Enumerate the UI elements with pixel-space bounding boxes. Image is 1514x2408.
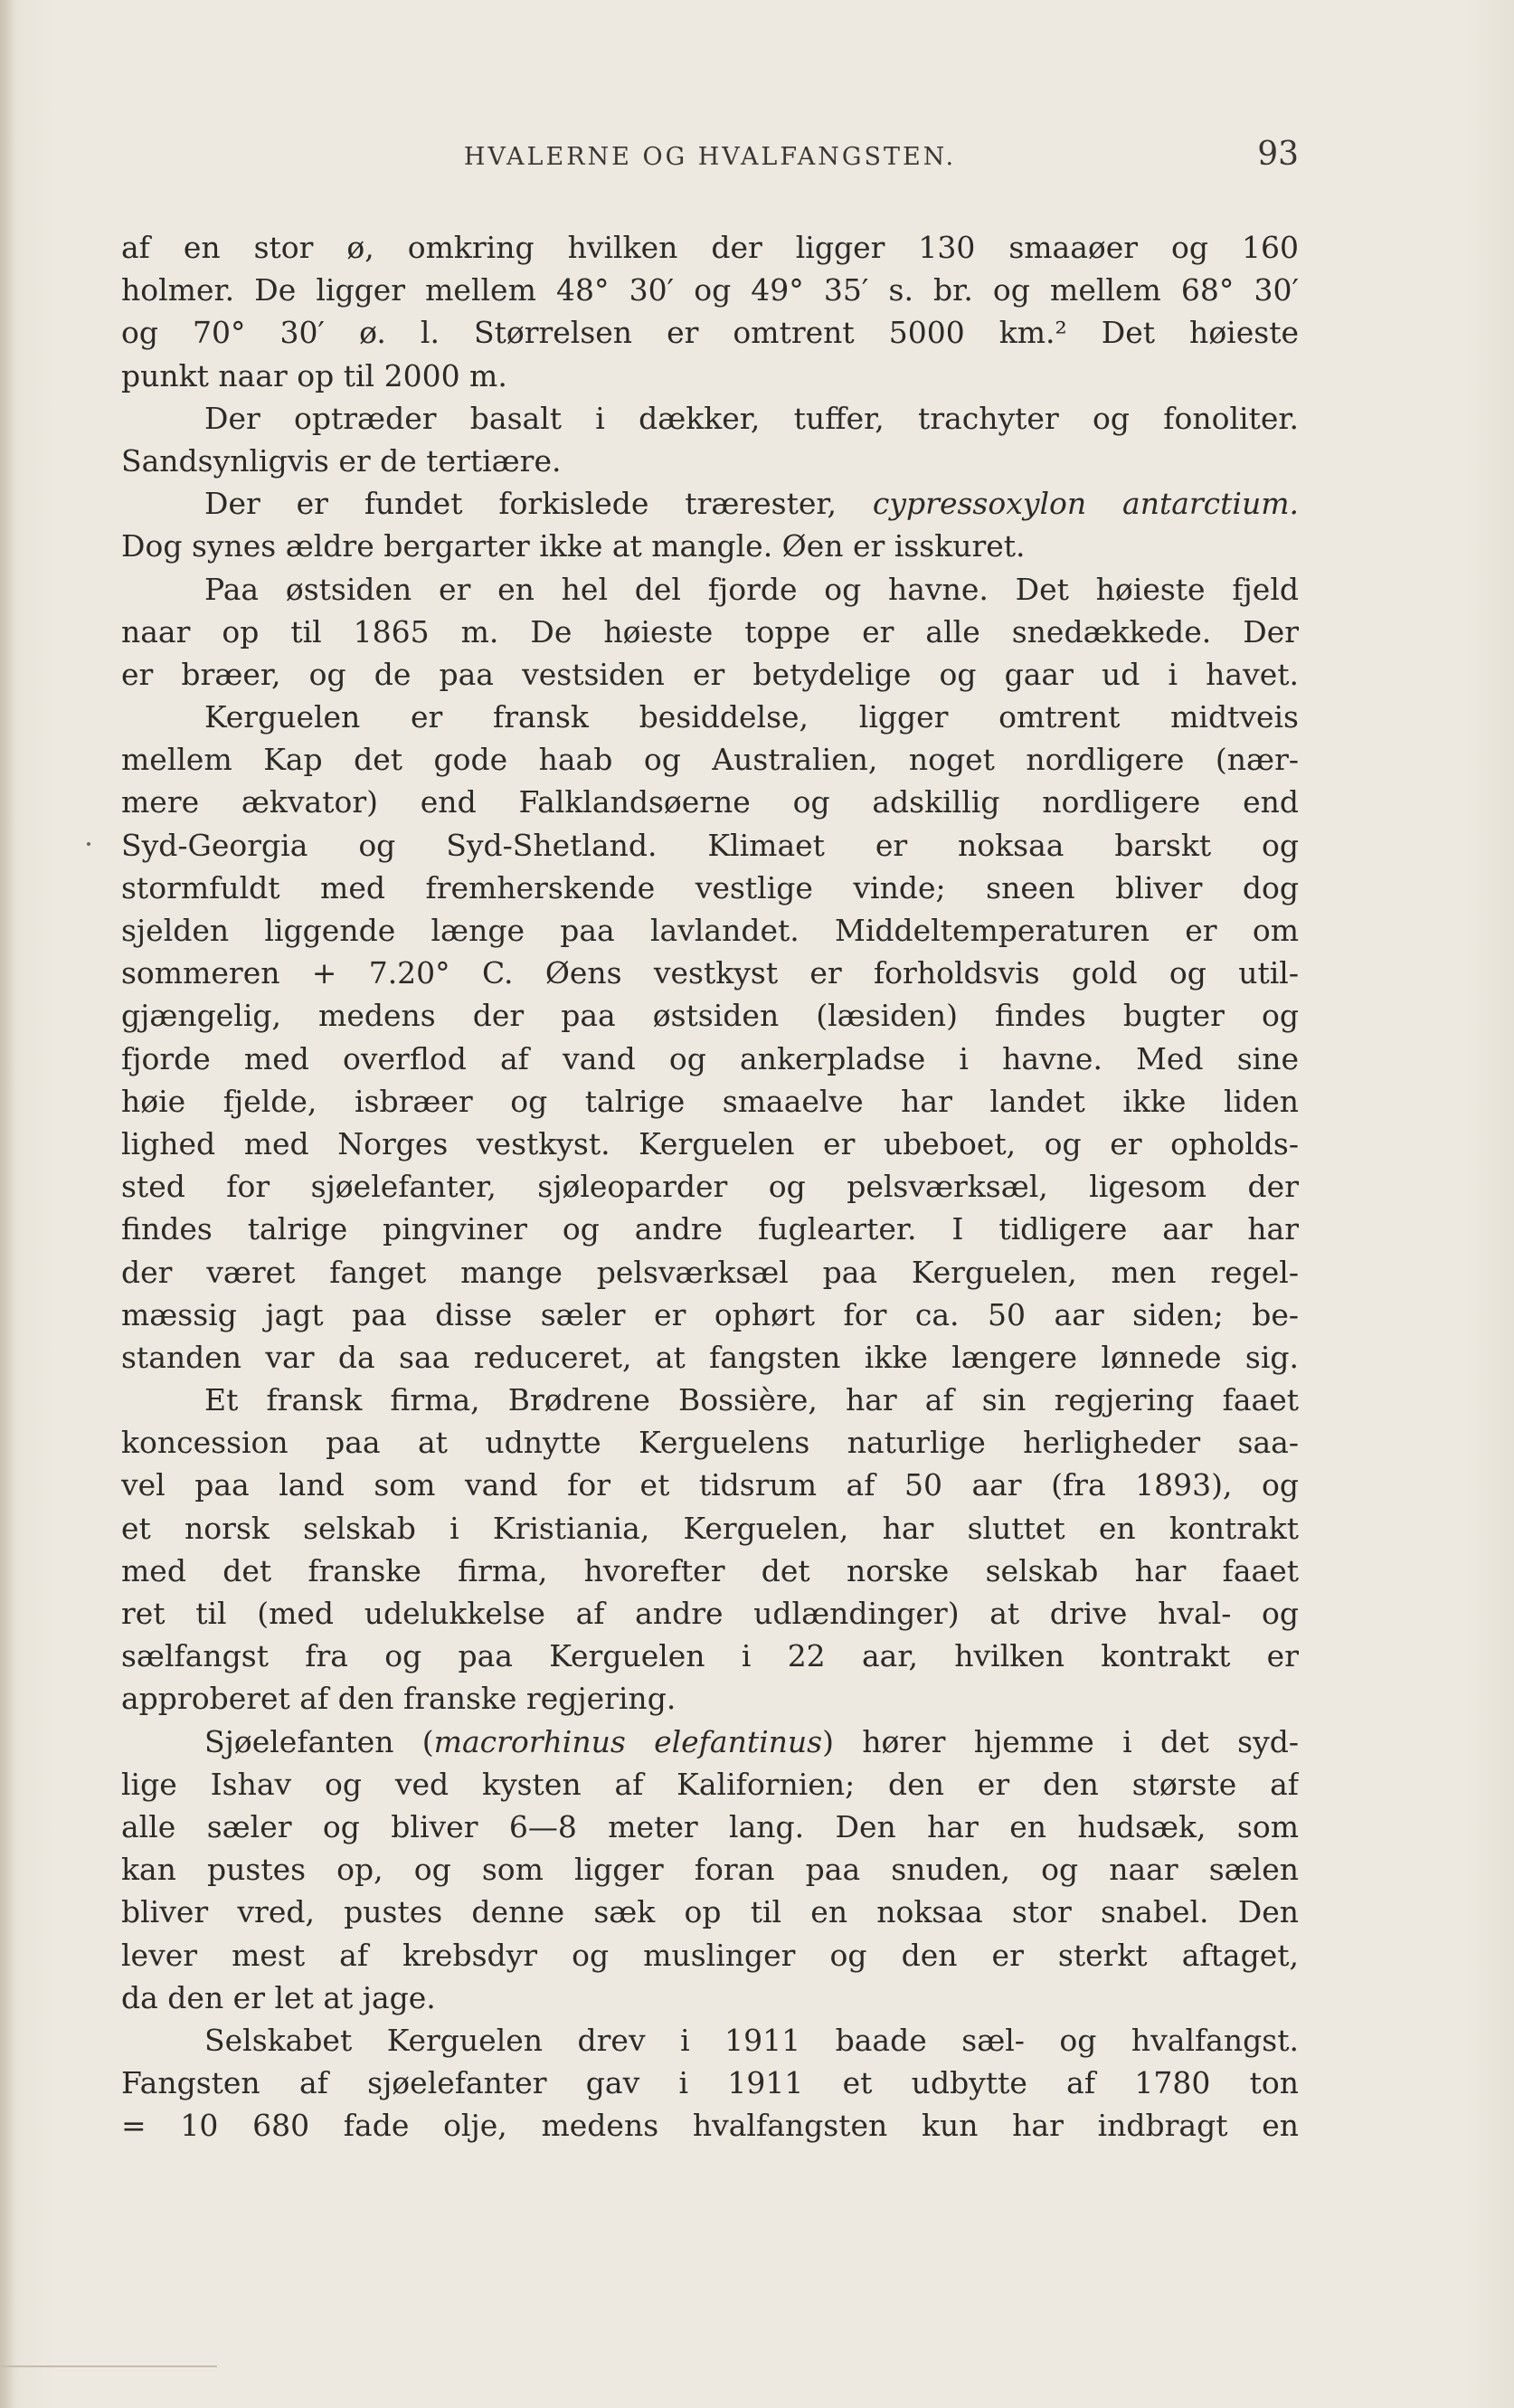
text-line: ret til (med udelukkelse af andre udlændinger) at drive hval- og xyxy=(121,1596,1299,1631)
text-line: holmer. De ligger mellem 48° 30′ og 49° 35′ s. br. og mellem 68° 30′ xyxy=(121,272,1299,308)
text-line: fjorde med overflod af vand og ankerpladse i havne. Med sine xyxy=(121,1040,1299,1076)
text-line: approberet af den franske regjering. xyxy=(121,1681,677,1717)
text-line: der været fanget mange pelsværksæl paa Kerguelen, men regel- xyxy=(121,1254,1299,1290)
text-run: Der er fundet forkislede trærester, xyxy=(204,486,873,522)
text-line: Paa østsiden er en hel del fjorde og havne. Det høieste fjeld xyxy=(204,571,1299,607)
text-line: mere ækvator) end Falklandsøerne og adskillig nordligere end xyxy=(121,784,1299,820)
italic-species-name: cypressoxylon antarctium. xyxy=(872,486,1299,522)
text-line: lighed med Norges vestkyst. Kerguelen er ubeboet, og er opholds- xyxy=(121,1125,1299,1161)
page-number: 93 xyxy=(1257,136,1299,173)
text-line: Et fransk firma, Brødrene Bossière, har af sin regjering faaet xyxy=(204,1382,1299,1418)
text-line: Der optræder basalt i dækker, tuffer, trachyter og fonoliter. xyxy=(204,400,1299,436)
text-line: høie fjelde, isbræer og talrige smaaelve har landet ikke liden xyxy=(121,1083,1299,1119)
text-line xyxy=(121,1721,1299,1763)
text-line: standen var da saa reduceret, at fangsten ikke længere lønnede sig. xyxy=(121,1339,1299,1375)
text-line: af en stor ø, omkring hvilken der ligger 130 smaaøer og 160 xyxy=(121,230,1299,265)
text-line: vel paa land som vand for et tidsrum af 50 aar (fra 1893), og xyxy=(121,1467,1299,1503)
body-text xyxy=(121,226,1299,2147)
text-line: med det franske firma, hvorefter det norske selskab har faaet xyxy=(121,1552,1299,1588)
text-line: Syd-Georgia og Syd-Shetland. Klimaet er noksaa barskt og xyxy=(121,827,1299,863)
italic-species-name: macrorhinus elefantinus xyxy=(433,1723,823,1759)
text-line: punkt naar op til 2000 m. xyxy=(121,357,507,393)
text-line: Fangsten af sjøelefanter gav i 1911 et udbytte af 1780 ton xyxy=(121,2065,1299,2101)
text-line: kan pustes op, og som ligger foran paa snuden, og naar sælen xyxy=(121,1852,1299,1888)
text-line xyxy=(121,482,1299,525)
text-line: sommeren + 7.20° C. Øens vestkyst er forholdsvis gold og util- xyxy=(121,955,1299,991)
text-line: bliver vred, pustes denne sæk op til en noksaa stor snabel. Den xyxy=(121,1894,1299,1930)
text-line: lever mest af krebsdyr og muslinger og den er sterkt aftaget, xyxy=(121,1937,1299,1973)
binding-shadow xyxy=(0,0,14,2408)
text-line: naar op til 1865 m. De høieste toppe er alle snedækkede. Der xyxy=(121,613,1299,649)
text-run: ) hører hjemme i det syd- xyxy=(822,1723,1299,1759)
text-line: da den er let at jage. xyxy=(121,1979,436,2015)
text-line: findes talrige pingviner og andre fuglearter. I tidligere aar har xyxy=(121,1211,1299,1247)
text-line: = 10 680 fade olje, medens hvalfangsten kun har indbragt en xyxy=(121,2108,1299,2144)
text-line: Selskabet Kerguelen drev i 1911 baade sæl- og hvalfangst. xyxy=(204,2022,1299,2058)
text-line: sted for sjøelefanter, sjøleoparder og pelsværksæl, ligesom der xyxy=(121,1169,1299,1205)
text-line: mæssig jagt paa disse sæler er ophørt for ca. 50 aar siden; be- xyxy=(121,1296,1299,1332)
page-header xyxy=(121,136,1299,190)
text-line: sjelden liggende længe paa lavlandet. Middeltemperaturen er om xyxy=(121,913,1299,948)
text-line: Dog synes ældre bergarter ikke at mangle. Øen er isskuret. xyxy=(121,528,1026,564)
text-line: Kerguelen er fransk besiddelse, ligger omtrent midtveis xyxy=(204,699,1299,735)
text-line: koncession paa at udnytte Kerguelens naturlige herligheder saa- xyxy=(121,1425,1299,1461)
text-line: et norsk selskab i Kristiania, Kerguelen, har sluttet en kontrakt xyxy=(121,1510,1299,1546)
text-line: mellem Kap det gode haab og Australien, noget nordligere (nær- xyxy=(121,742,1299,778)
text-line: Sandsynligvis er de tertiære. xyxy=(121,442,562,479)
text-line: sælfangst fra og paa Kerguelen i 22 aar, hvilken kontrakt er xyxy=(121,1638,1299,1674)
text-line: gjængelig, medens der paa østsiden (læsiden) findes bugter og xyxy=(121,998,1299,1034)
text-line: stormfuldt med fremherskende vestlige vinde; sneen bliver dog xyxy=(121,869,1299,905)
text-line: og 70° 30′ ø. l. Størrelsen er omtrent 5000 km.² Det høieste xyxy=(121,315,1299,351)
print-speck xyxy=(87,842,90,846)
page-edge-mark xyxy=(0,2365,217,2367)
running-head: HVALERNE OG HVALFANGSTEN. xyxy=(463,143,957,171)
text-line: er bræer, og de paa vestsiden er betydelige og gaar ud i havet. xyxy=(121,656,1299,692)
text-line: alle sæler og bliver 6—8 meter lang. Den har en hudsæk, som xyxy=(121,1808,1299,1844)
text-line: lige Ishav og ved kysten af Kalifornien; den er den største af xyxy=(121,1766,1299,1802)
text-run: Sjøelefanten ( xyxy=(204,1723,434,1759)
